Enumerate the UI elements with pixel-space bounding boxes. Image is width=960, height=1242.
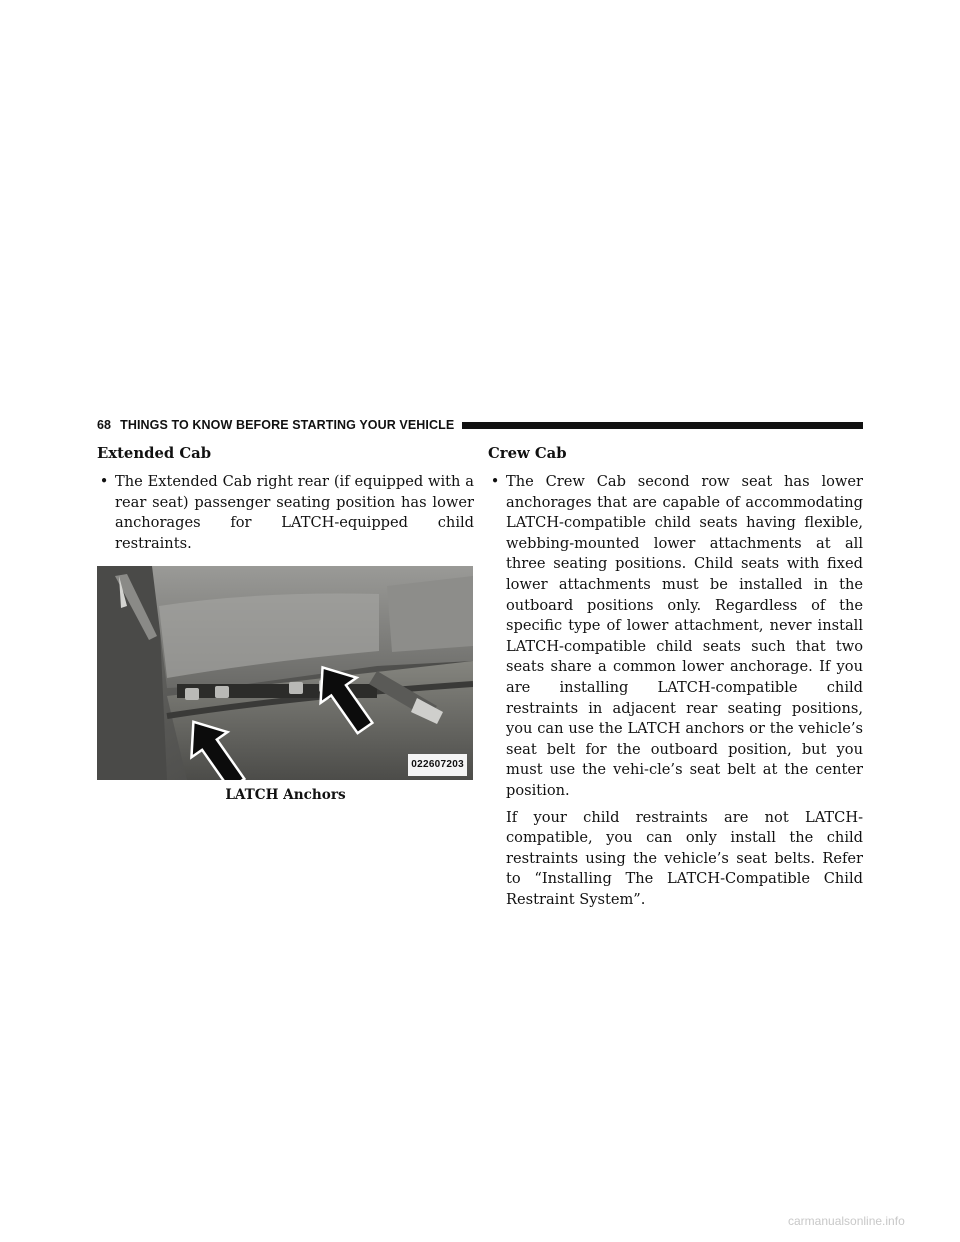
section-title: THINGS TO KNOW BEFORE STARTING YOUR VEHICLE <box>120 418 455 432</box>
figure-code: 022607203 <box>408 754 467 777</box>
extended-cab-heading: Extended Cab <box>97 445 212 462</box>
crew-cab-heading: Crew Cab <box>488 445 567 462</box>
right-column <box>488 444 863 910</box>
crew-cab-bullet-text: The Crew Cab second row seat has lower anchorages that are capable of accommodating LATCH-compatible child seats having flexible, webbing-mounted lower attachments at all three seating positions. Child seats with fixed lower attachments must be installed in the outboard positions only. Regardless of the specific type of lower attachment, never install LATCH-compatible child seats such that two seats share a common lower anchorage. If you are installing LATCH-compatible child restraints in adjacent rear seating positions, you can use the LATCH anchors or the vehicle’s seat belt for the outboard position, but you must use the vehi-cle’s seat belt at the center position. <box>506 473 863 799</box>
page-number: 68 <box>97 418 112 432</box>
header-rule <box>462 422 863 429</box>
bullet-icon: • <box>490 473 500 490</box>
latch-anchors-illustration <box>97 566 473 780</box>
extended-cab-bullet-text: The Extended Cab right rear (if equipped with a rear seat) passenger seating position has lower anchorages for LATCH-equipped child restraints. <box>115 473 474 552</box>
crew-cab-paragraph: If your child restraints are not LATCH-compatible, you can only install the child restraints using the vehicle’s seat belts. Refer to “Installing The LATCH-Compatible Child Restraint System”. <box>506 808 863 908</box>
left-column <box>97 444 474 806</box>
watermark: carmanualsonline.info <box>788 1214 905 1228</box>
crew-cab-bullet <box>488 472 863 802</box>
page-header <box>97 417 863 433</box>
extended-cab-bullet <box>97 472 474 554</box>
bullet-icon: • <box>99 473 109 490</box>
figure-caption: LATCH Anchors <box>225 787 346 804</box>
latch-anchors-photo <box>97 566 473 780</box>
